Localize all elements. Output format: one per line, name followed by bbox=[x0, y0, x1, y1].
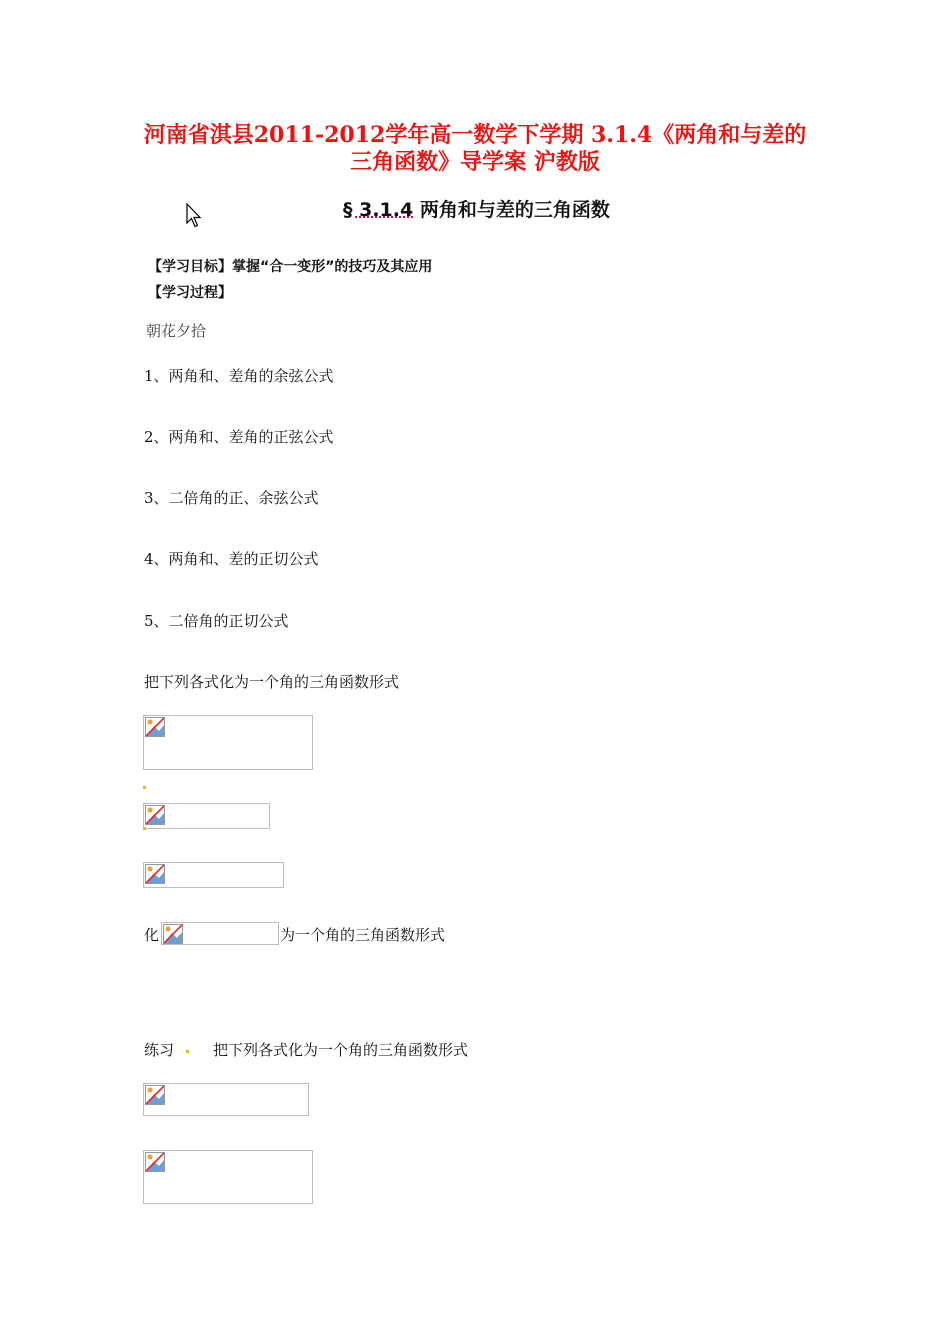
list-item: 2、两角和、差角的正弦公式 bbox=[144, 428, 334, 446]
section-heading bbox=[343, 195, 610, 222]
formula-image bbox=[143, 803, 270, 829]
formula-image bbox=[161, 922, 279, 945]
formula-image bbox=[143, 862, 284, 888]
formula-image bbox=[143, 1150, 313, 1204]
section-number: § 3.1.4 bbox=[343, 199, 414, 221]
document-title-line1: 河南省淇县2011-2012学年高一数学下学期 3.1.4《两角和与差的 bbox=[143, 122, 807, 148]
anchor-mark bbox=[143, 827, 146, 830]
list-item: 4、两角和、差的正切公式 bbox=[144, 550, 319, 568]
anchor-mark bbox=[143, 786, 146, 789]
practice-task: 把下列各式化为一个角的三角函数形式 bbox=[213, 1041, 469, 1059]
section-title: 两角和与差的三角函数 bbox=[419, 199, 610, 221]
learning-process: 【学习过程】 bbox=[148, 285, 232, 301]
mouse-pointer-icon bbox=[186, 203, 202, 229]
broken-image-icon bbox=[145, 864, 165, 884]
broken-image-icon bbox=[145, 717, 165, 737]
formula-image bbox=[143, 715, 313, 770]
document-title-line2: 三角函数》导学案 沪教版 bbox=[350, 149, 600, 175]
intro-heading: 朝花夕拾 bbox=[146, 322, 207, 340]
task-heading: 把下列各式化为一个角的三角函数形式 bbox=[144, 673, 400, 691]
document-title bbox=[100, 122, 850, 176]
broken-image-icon bbox=[145, 1152, 165, 1172]
learning-objective: 【学习目标】掌握“合一变形”的技巧及其应用 bbox=[148, 259, 433, 275]
broken-image-icon bbox=[145, 805, 165, 825]
practice-label: 练习 bbox=[144, 1041, 175, 1059]
formula-image bbox=[143, 1083, 309, 1116]
list-item: 5、二倍角的正切公式 bbox=[144, 612, 289, 630]
list-item: 1、两角和、差角的余弦公式 bbox=[144, 367, 334, 385]
broken-image-icon bbox=[145, 1085, 165, 1105]
list-item: 3、二倍角的正、余弦公式 bbox=[144, 489, 319, 507]
anchor-mark bbox=[186, 1050, 189, 1053]
inline-suffix: 为一个角的三角函数形式 bbox=[280, 926, 446, 944]
broken-image-icon bbox=[163, 924, 183, 944]
inline-prefix: 化 bbox=[144, 926, 160, 944]
